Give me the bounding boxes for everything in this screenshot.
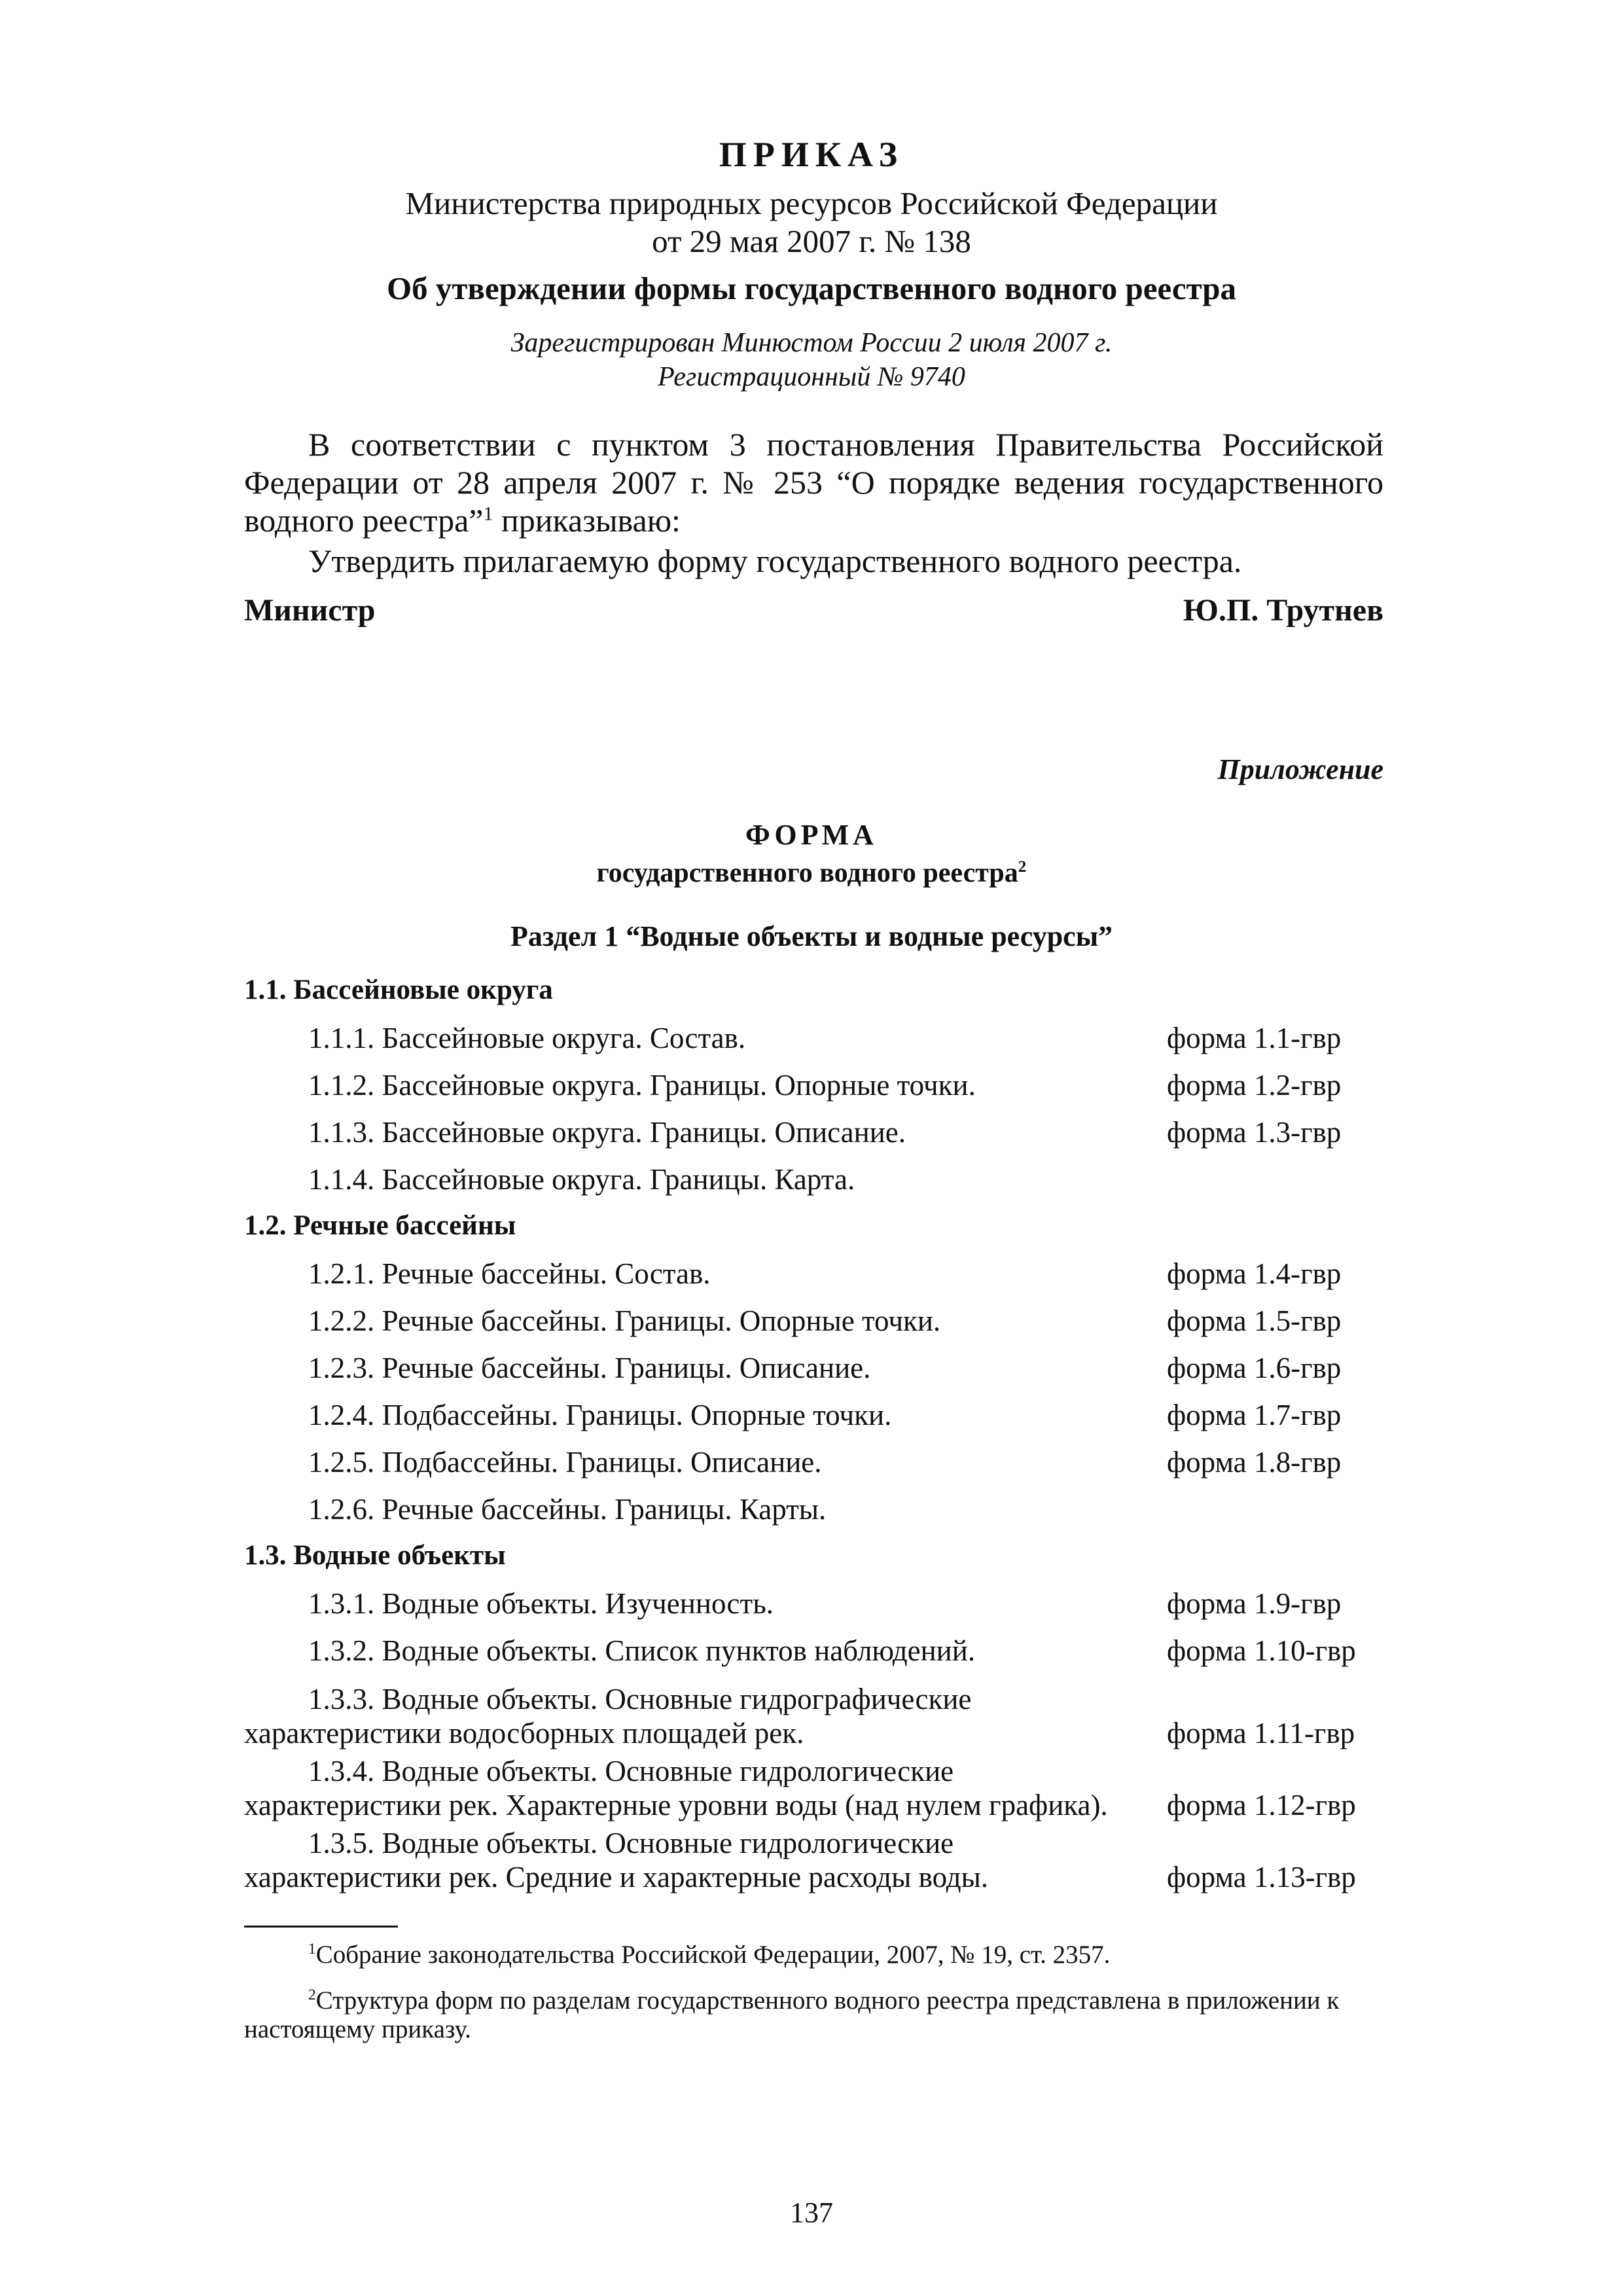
item-form-code: форма 1.6-гвр	[1167, 1352, 1342, 1384]
document-title: ПРИКАЗ	[719, 135, 904, 174]
footnote-text: Структура форм по разделам государственного водного реестра представлена в приложении к настоящему приказу.	[244, 1986, 1340, 2043]
registration-note: Зарегистрирован Минюстом России 2 июля 2007 г.	[510, 328, 1113, 358]
item-text: 1.1.2. Бассейновые округа. Границы. Опорные точки.	[308, 1069, 976, 1102]
item-text: 1.2.6. Речные бассейны. Границы. Карты.	[308, 1493, 827, 1526]
appendix-label: Приложение	[1217, 753, 1383, 785]
signatory-position: Министр	[244, 593, 376, 628]
item-form-code: форма 1.12-гвр	[1167, 1789, 1356, 1821]
footnote-ref-1: 1	[483, 503, 493, 525]
form-subtitle-text: государственного водного реестра	[596, 858, 1018, 888]
signature-block	[244, 592, 1383, 628]
group-heading: 1.1. Бассейновые округа	[244, 975, 553, 1005]
footnote-ref-2: 2	[1018, 858, 1027, 876]
item-form-code: форма 1.9-гвр	[1167, 1587, 1342, 1620]
item-form-code: форма 1.5-гвр	[1167, 1304, 1342, 1337]
footnote-mark: 1	[308, 1941, 316, 1958]
registration-number: Регистрационный № 9740	[658, 362, 965, 392]
item-text: 1.2.4. Подбассейны. Границы. Опорные точки.	[308, 1399, 892, 1431]
item-form-code: форма 1.7-гвр	[1167, 1399, 1342, 1431]
item-text: 1.3.2. Водные объекты. Список пунктов наблюдений.	[308, 1634, 976, 1667]
page-number: 137	[790, 2197, 833, 2229]
signatory-name: Ю.П. Трутнев	[1183, 593, 1383, 628]
group-heading: 1.2. Речные бассейны	[244, 1210, 516, 1241]
item-form-code: форма 1.10-гвр	[1167, 1634, 1356, 1667]
item-form-code: форма 1.2-гвр	[1167, 1069, 1342, 1102]
item-text: 1.3.3. Водные объекты. Основные гидрографические характеристики водосборных площадей рек.	[244, 1683, 972, 1749]
footnote-1	[244, 1941, 1383, 1969]
footnote-divider	[244, 1926, 398, 1928]
issuing-ministry: Министерства природных ресурсов Российской Федерации	[405, 185, 1218, 221]
item-text: 1.1.4. Бассейновые округа. Границы. Карта.	[308, 1163, 855, 1196]
paragraph-1-tail: приказываю:	[493, 502, 681, 539]
item-form-code: форма 1.1-гвр	[1167, 1022, 1342, 1054]
section-title: Раздел 1 “Водные объекты и водные ресурсы”	[510, 920, 1113, 952]
item-text: 1.3.5. Водные объекты. Основные гидрологические характеристики рек. Средние и характерные расходы воды.	[244, 1827, 989, 1893]
item-form-code: форма 1.8-гвр	[1167, 1446, 1342, 1479]
order-date-number: от 29 мая 2007 г. № 138	[652, 223, 971, 259]
item-text: 1.2.1. Речные бассейны. Состав.	[308, 1257, 711, 1290]
footnote-2	[244, 1986, 1383, 2044]
item-text: 1.2.3. Речные бассейны. Границы. Описание.	[308, 1352, 871, 1384]
item-form-code: форма 1.3-гвр	[1167, 1116, 1342, 1149]
item-text: 1.1.3. Бассейновые округа. Границы. Описание.	[308, 1116, 906, 1149]
item-text: 1.3.1. Водные объекты. Изученность.	[308, 1587, 774, 1620]
footnote-text: Собрание законодательства Российской Федерации, 2007, № 19, ст. 2357.	[315, 1941, 1111, 1969]
group-heading: 1.3. Водные объекты	[244, 1540, 506, 1571]
item-form-code: форма 1.4-гвр	[1167, 1257, 1342, 1290]
form-title: ФОРМА	[745, 819, 878, 851]
order-paragraph-1	[244, 425, 1383, 539]
footnote-mark: 2	[308, 1986, 316, 2003]
item-text: 1.2.2. Речные бассейны. Границы. Опорные точки.	[308, 1304, 941, 1337]
item-form-code: форма 1.13-гвр	[1167, 1861, 1356, 1893]
order-paragraph-2: Утвердить прилагаемую форму государственного водного реестра.	[308, 543, 1242, 579]
item-form-code: форма 1.11-гвр	[1167, 1717, 1355, 1749]
paragraph-1-text: В соответствии с пунктом 3 постановления Правительства Российской Федерации от 28 апреля 2007 г. № 253 “О порядке ведения государственного водного реестра”	[244, 426, 1383, 539]
order-subject: Об утверждении формы государственного водного реестра	[386, 270, 1237, 306]
item-text: 1.2.5. Подбассейны. Границы. Описание.	[308, 1446, 822, 1479]
item-text: 1.1.1. Бассейновые округа. Состав.	[308, 1022, 746, 1054]
form-subtitle	[0, 857, 1623, 889]
item-text: 1.3.4. Водные объекты. Основные гидрологические характеристики рек. Характерные уровни воды (над нулем графика).	[244, 1755, 1108, 1821]
